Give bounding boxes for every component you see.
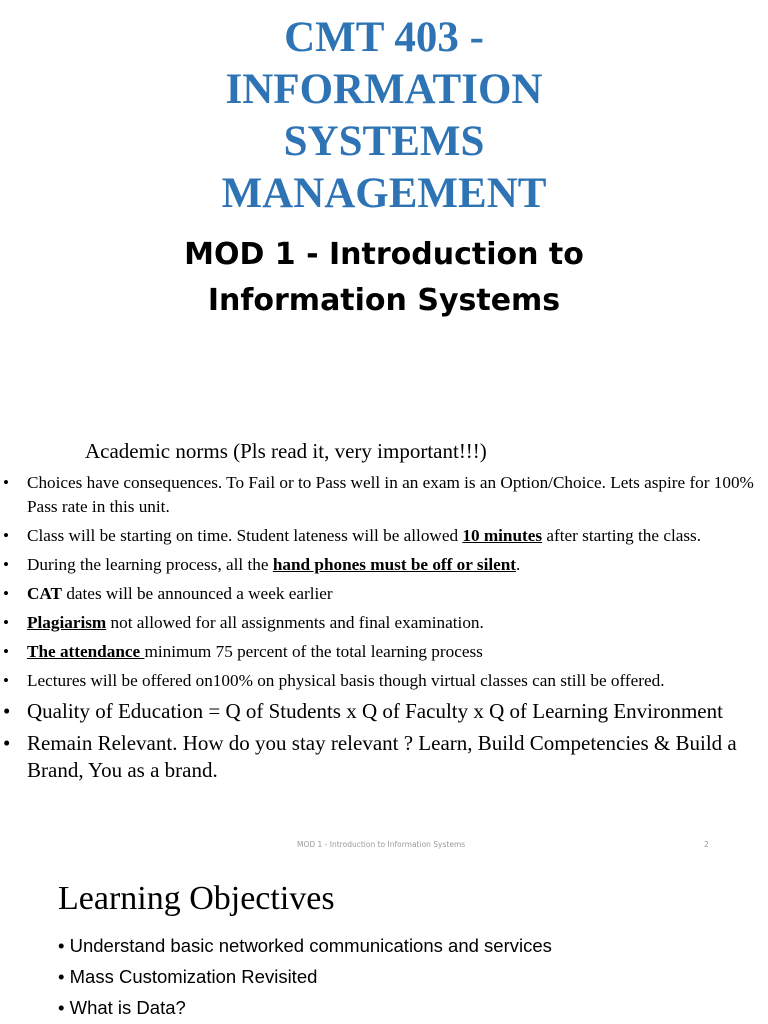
slide-footer: MOD 1 - Introduction to Information Systems	[297, 840, 466, 849]
norm-item	[0, 640, 768, 664]
norm-item	[0, 730, 768, 784]
norm-text: minimum 75 percent of the total learning process	[144, 642, 483, 661]
bullet-icon: •	[3, 555, 10, 574]
norm-emphasis: Plagiarism	[27, 613, 107, 632]
module-subtitle-line: MOD 1 - Introduction to	[184, 237, 584, 272]
norm-item	[0, 611, 768, 635]
norm-text: Choices have consequences. To Fail or to Pass well in an exam is an Option/Choice. Lets aspire for 100% Pass rate in this unit.	[27, 473, 754, 516]
bullet-icon: •	[3, 526, 10, 545]
academic-norms-heading: Academic norms (Pls read it, very important!!!)	[85, 439, 487, 463]
objective-item: • Mass Customization Revisited	[58, 966, 318, 987]
norm-item	[0, 698, 768, 725]
norm-item	[0, 524, 768, 548]
bullet-icon: •	[3, 671, 10, 690]
norm-text: after starting the class.	[542, 526, 702, 545]
norm-emphasis: CAT	[27, 584, 63, 603]
objective-item: • What is Data?	[58, 997, 186, 1018]
norm-text: Lectures will be offered on100% on physical basis though virtual classes can still be offered.	[27, 671, 665, 690]
norm-text: not allowed for all assignments and final examination.	[106, 613, 484, 632]
norm-emphasis: hand phones must be off or silent	[272, 555, 517, 574]
norm-emphasis: 10 minutes	[462, 526, 543, 545]
page-number: 2	[704, 840, 709, 849]
course-title	[0, 12, 768, 220]
learning-objectives-title: Learning Objectives	[58, 880, 335, 917]
course-title-line: SYSTEMS	[283, 118, 485, 165]
norm-text: .	[516, 555, 521, 574]
learning-objectives-slide	[0, 858, 768, 1024]
course-title-line: INFORMATION	[225, 66, 543, 113]
bullet-icon: •	[3, 584, 10, 603]
module-subtitle-line: Information Systems	[207, 283, 561, 318]
bullet-icon: •	[3, 731, 11, 755]
norms-bullet-list	[0, 471, 768, 789]
course-title-line: CMT 403 -	[284, 14, 484, 61]
bullet-icon: •	[3, 613, 10, 632]
bullet-icon: •	[3, 473, 10, 492]
course-title-line: MANAGEMENT	[221, 170, 547, 217]
module-subtitle	[0, 232, 768, 324]
academic-norms-slide	[0, 425, 768, 858]
bullet-icon: •	[3, 699, 11, 723]
norm-text: During the learning process, all the	[27, 555, 273, 574]
title-slide	[0, 0, 768, 425]
norm-text: Class will be starting on time. Student lateness will be allowed	[27, 526, 463, 545]
norm-item	[0, 471, 768, 519]
norm-text: Remain Relevant. How do you stay relevant ? Learn, Build Competencies & Build a Brand, You as a brand.	[27, 731, 737, 782]
norm-item	[0, 553, 768, 577]
norm-text: Quality of Education = Q of Students x Q of Faculty x Q of Learning Environment	[27, 699, 723, 723]
objective-item: • Understand basic networked communications and services	[58, 935, 552, 956]
norm-item	[0, 669, 768, 693]
norm-item	[0, 582, 768, 606]
objectives-list	[58, 930, 552, 1023]
norm-text: dates will be announced a week earlier	[62, 584, 333, 603]
norm-emphasis: The attendance	[27, 642, 145, 661]
bullet-icon: •	[3, 642, 10, 661]
